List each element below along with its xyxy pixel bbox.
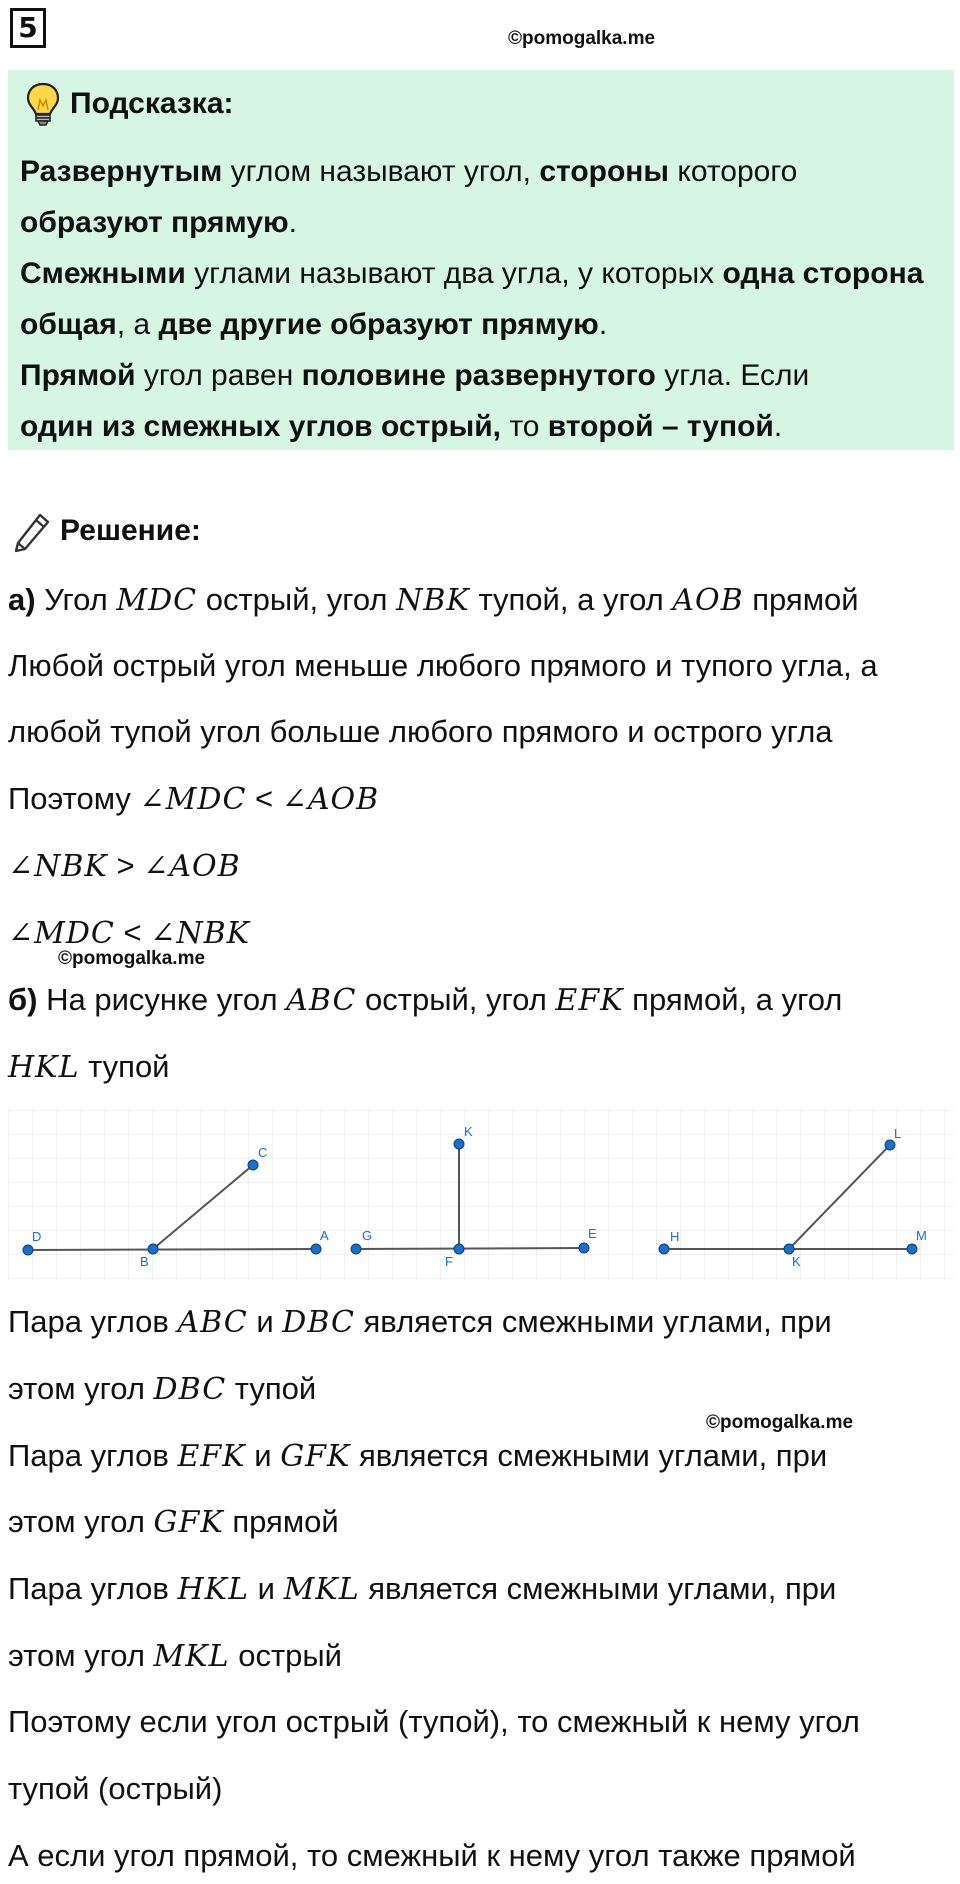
math-angle: NBK (396, 583, 470, 618)
label-l: L (894, 1126, 902, 1141)
angles-figure (8, 1110, 954, 1280)
hint-paragraph-1 (20, 146, 942, 248)
point-a (311, 1244, 321, 1254)
math-angle: AOB (672, 583, 744, 618)
hint-bold: одна сторона общая (20, 257, 924, 341)
hint-bold: образуют прямую (20, 206, 289, 239)
math-angle: ∠AOB (143, 849, 241, 884)
part-a-label: а) (8, 582, 36, 617)
point-l (885, 1140, 895, 1150)
math-angle: ∠AOB (281, 782, 380, 817)
part-b-statement-cont (8, 1047, 170, 1088)
text-span: и (245, 1438, 281, 1473)
line-da (28, 1249, 316, 1250)
hint-text (20, 146, 942, 452)
part-b-statement (8, 980, 842, 1021)
text-span: острый, угол (356, 982, 556, 1017)
text-span: прямой, а угол (623, 982, 843, 1017)
pair-3-line-1 (8, 1569, 836, 1610)
hint-bold: Прямой (20, 359, 136, 392)
pair-2-line-1 (8, 1436, 827, 1477)
label-e: E (588, 1226, 597, 1241)
hint-title (20, 78, 942, 130)
point-b (148, 1244, 158, 1254)
math-angle: ∠MDC (139, 782, 247, 817)
point-h (659, 1244, 669, 1254)
inequality-2 (8, 846, 241, 887)
point-c (248, 1160, 258, 1170)
watermark: ©pomogalka.me (706, 1412, 854, 1433)
text-span: Пара углов (8, 1304, 178, 1339)
math-angle: EFK (555, 983, 624, 1018)
math-operator: < (246, 781, 282, 816)
text-span: Пара углов (8, 1571, 178, 1606)
conclusion-3: А если угол прямой, то смежный к нему угол также прямой (8, 1838, 856, 1873)
text-span: прямой (743, 582, 859, 617)
task-number: 5 (10, 8, 46, 48)
watermark: ©pomogalka.me (58, 948, 206, 969)
part-a-text-1: Любой острый угол меньше любого прямого и тупого угла, а (8, 648, 878, 683)
hint-box (8, 70, 954, 450)
solution-title (10, 504, 201, 558)
point-f (454, 1244, 464, 1254)
text-span: тупой, а угол (469, 582, 673, 617)
point-g (351, 1244, 361, 1254)
label-b: B (140, 1254, 149, 1269)
math-operator: < (114, 915, 151, 950)
hint-text-span: углом называют угол, (222, 155, 540, 188)
label-a: A (320, 1228, 329, 1243)
text-span: и (247, 1304, 283, 1339)
hint-bold: Смежными (20, 257, 186, 290)
math-angle: MKL (153, 1639, 230, 1674)
hint-text-span: угол равен (135, 359, 302, 392)
text-span: Угол (35, 582, 117, 617)
pair-2-line-2 (8, 1502, 339, 1543)
point-e (579, 1243, 589, 1253)
hint-text-span: углами называют два угла, у которых (185, 257, 723, 290)
hint-text-span: то (500, 410, 548, 443)
hint-paragraph-2 (20, 248, 942, 350)
label-f: F (445, 1254, 453, 1269)
math-operator: > (107, 848, 144, 883)
hint-bold: стороны (539, 155, 670, 188)
hint-title-text: Подсказка: (70, 87, 234, 120)
pair-1-line-1 (8, 1302, 832, 1343)
math-angle: ABC (177, 1305, 248, 1340)
text-span: является смежными углами, при (350, 1438, 828, 1473)
text-span: На рисунке угол (37, 982, 287, 1017)
hint-bold: второй – тупой (547, 410, 774, 443)
hint-text-span: угла. Если (655, 359, 810, 392)
watermark: ©pomogalka.me (508, 28, 656, 49)
conclusion-1: Поэтому если угол острый (тупой), то смежный к нему угол (8, 1704, 860, 1739)
text-span: является смежными углами, при (354, 1304, 832, 1339)
text-span: Поэтому (8, 781, 140, 816)
label-h: H (670, 1229, 680, 1244)
point-m (907, 1244, 917, 1254)
math-angle: MKL (283, 1572, 360, 1607)
hint-paragraph-3 (20, 350, 942, 452)
hint-text-span: , а (116, 308, 159, 341)
solution-title-text: Решение: (60, 514, 201, 547)
text-span: острый (229, 1638, 342, 1673)
math-angle: GFK (153, 1505, 224, 1540)
point-d (23, 1245, 33, 1255)
math-angle: ∠NBK (150, 916, 251, 951)
pair-3-line-2 (8, 1636, 342, 1677)
math-angle: ∠MDC (8, 916, 115, 951)
point-k (454, 1139, 464, 1149)
hint-text-span: . (773, 410, 783, 443)
point-k2 (784, 1244, 794, 1254)
hint-bold: один из смежных углов острый, (20, 410, 501, 443)
math-angle: DBC (282, 1305, 355, 1340)
hint-bold: две другие образуют прямую (158, 308, 599, 341)
pencil-icon (10, 509, 54, 553)
label-k: K (464, 1124, 473, 1139)
math-angle: MDC (116, 583, 198, 618)
part-a-statement (8, 580, 859, 621)
part-b-label: б) (8, 982, 38, 1017)
hint-text-span: которого (669, 155, 798, 188)
text-span: является смежными углами, при (359, 1571, 837, 1606)
math-angle: HKL (8, 1050, 80, 1085)
math-angle: HKL (177, 1572, 250, 1607)
math-angle: GFK (280, 1439, 351, 1474)
pair-1-line-2 (8, 1369, 316, 1410)
math-angle: ∠NBK (8, 849, 108, 884)
text-span: тупой (79, 1049, 170, 1084)
line-ge (356, 1248, 584, 1249)
part-a-text-2: любой тупой угол больше любого прямого и острого угла (8, 714, 833, 749)
label-g: G (362, 1228, 373, 1243)
math-angle: DBC (153, 1372, 227, 1407)
text-span: этом угол (8, 1504, 154, 1539)
label-d: D (32, 1229, 42, 1244)
hint-bold: Развернутым (20, 155, 223, 188)
text-span: Пара углов (8, 1438, 178, 1473)
conclusion-2: тупой (острый) (8, 1771, 223, 1806)
text-span: этом угол (8, 1638, 154, 1673)
math-angle: ABC (286, 983, 357, 1018)
text-span: острый, угол (197, 582, 397, 617)
text-span: этом угол (8, 1371, 154, 1406)
text-span: прямой (223, 1504, 339, 1539)
label-c: C (258, 1145, 268, 1160)
label-k2: K (792, 1254, 801, 1269)
hint-bold: половине развернутого (301, 359, 656, 392)
lightbulb-icon (26, 82, 60, 126)
math-angle: EFK (177, 1439, 246, 1474)
figure-grid (8, 1110, 954, 1280)
label-m: M (916, 1228, 927, 1243)
text-span: тупой (226, 1371, 317, 1406)
text-span: и (249, 1571, 284, 1606)
inequality-1 (8, 779, 379, 820)
hint-text-span: . (288, 206, 297, 239)
hint-text-span: . (598, 308, 608, 341)
